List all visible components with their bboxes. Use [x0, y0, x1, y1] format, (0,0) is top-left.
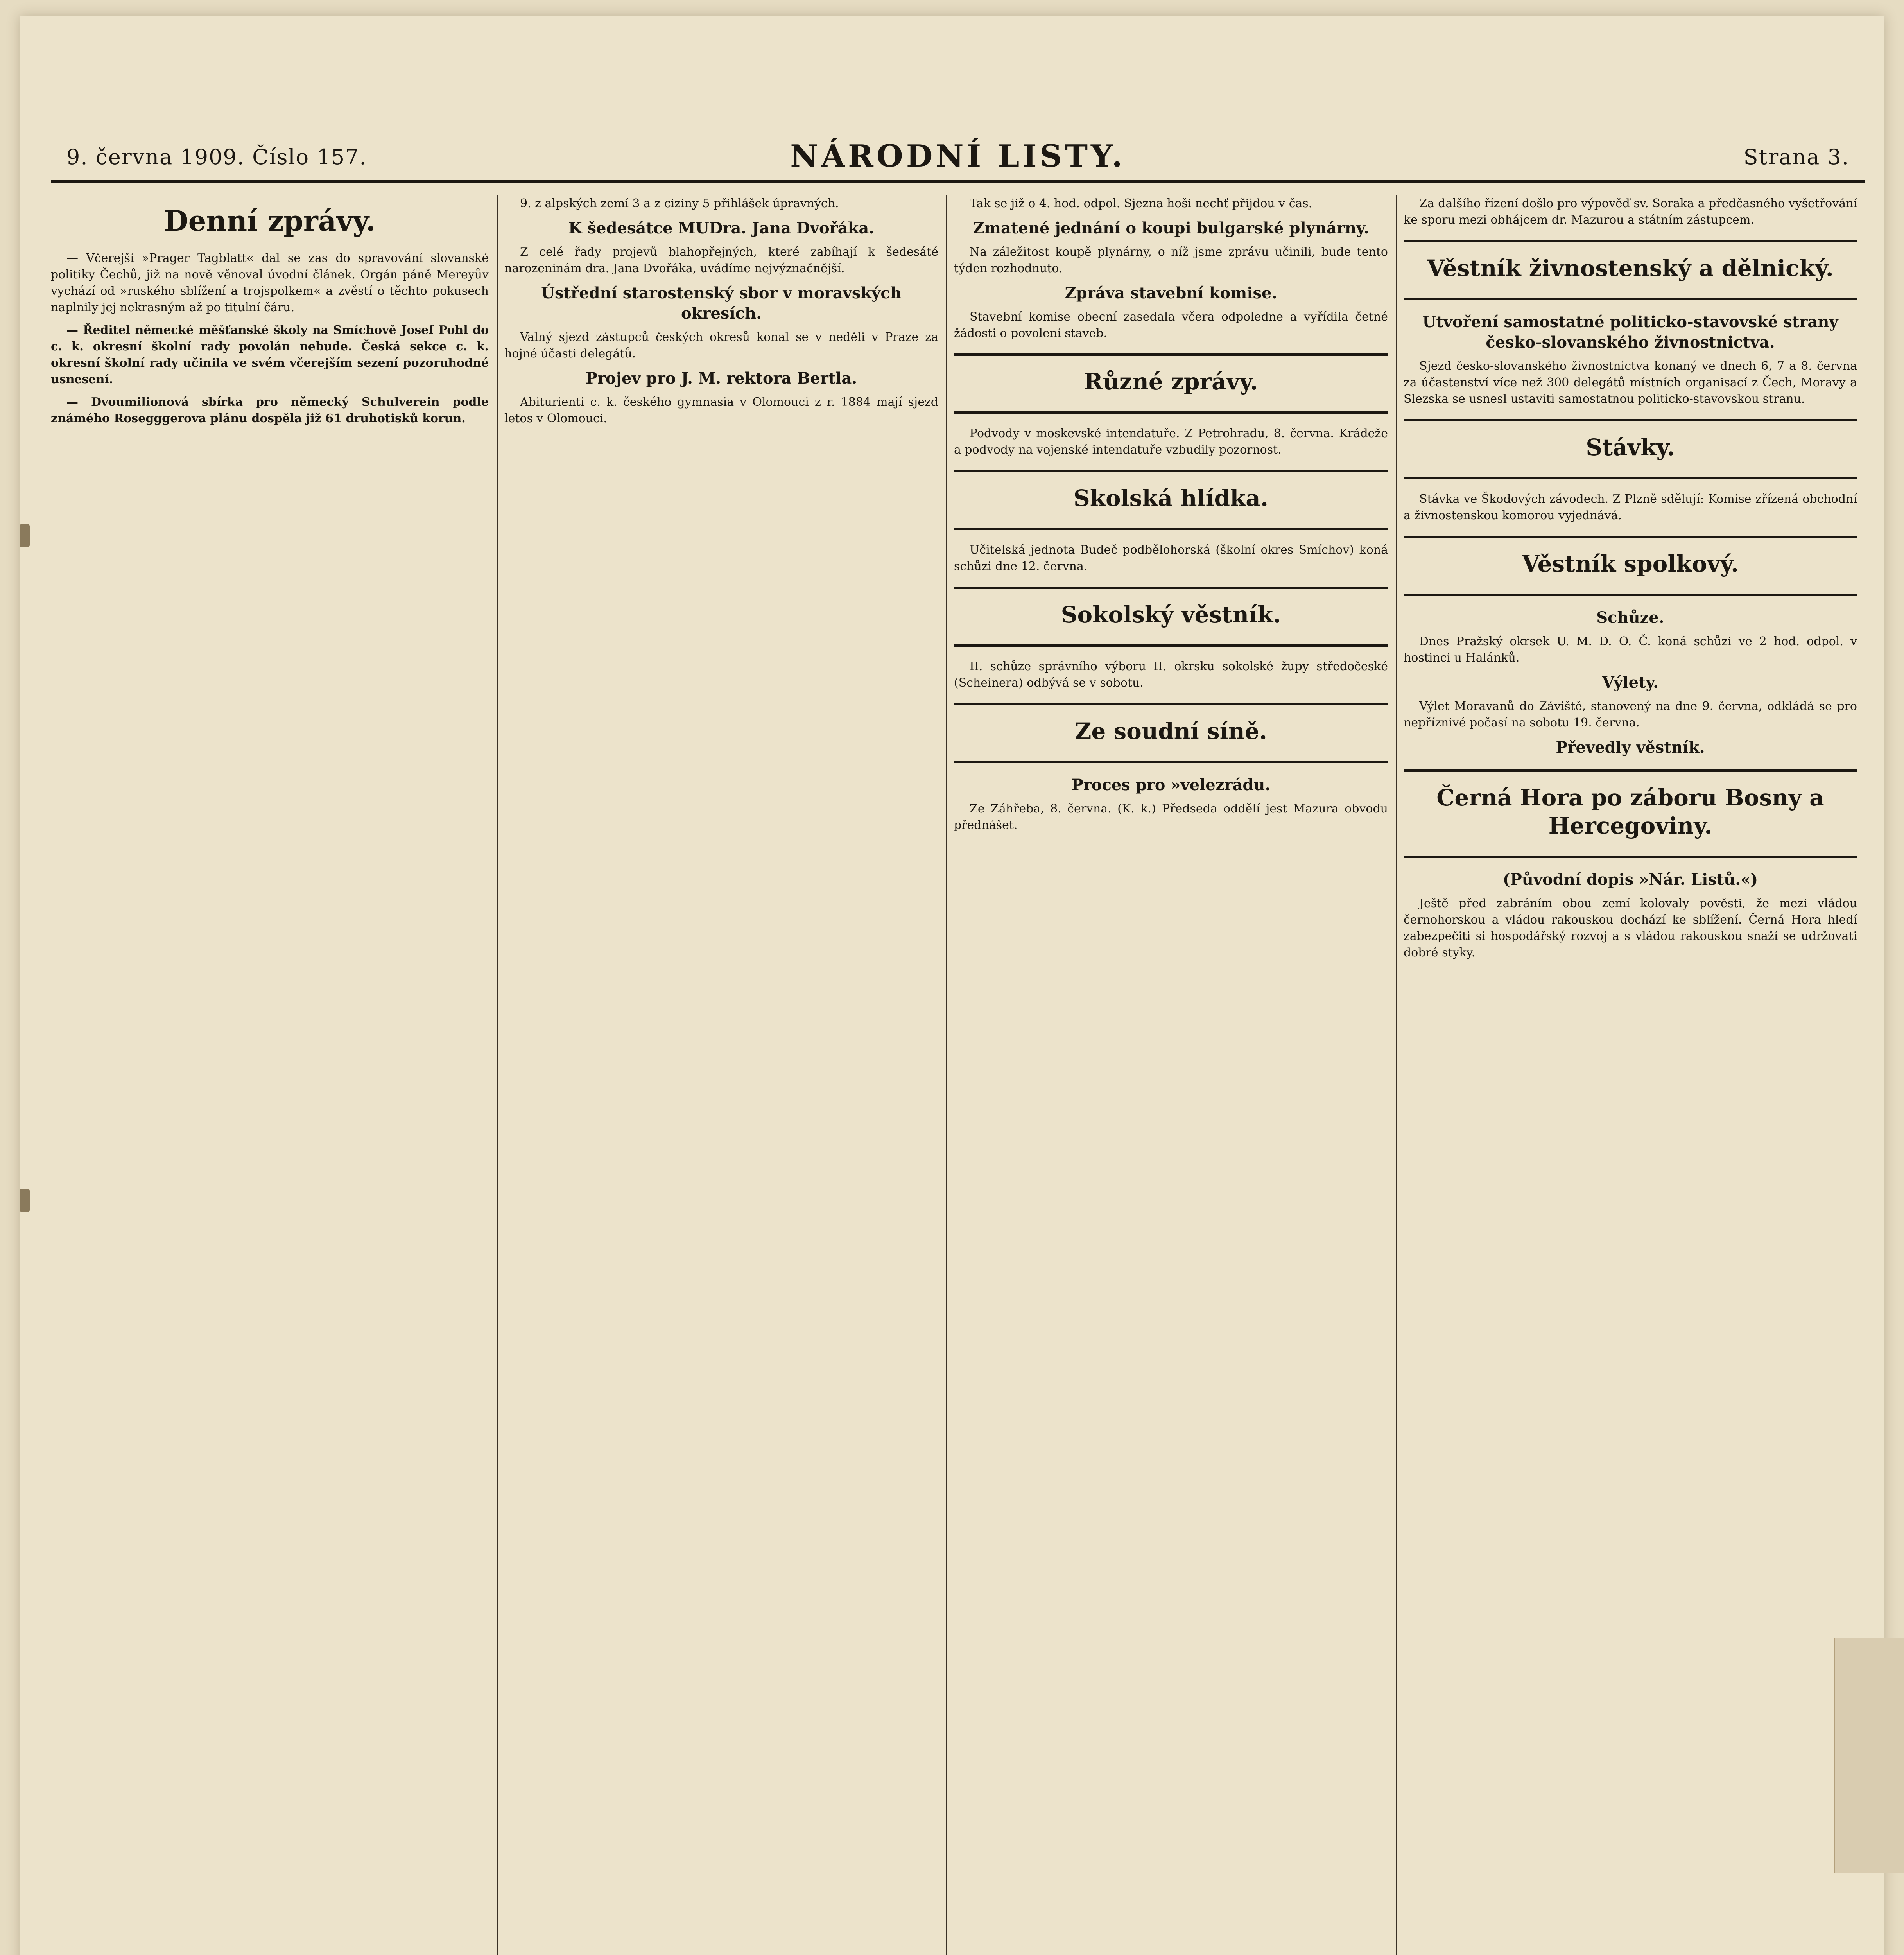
page-number: Strana 3. [1743, 145, 1849, 169]
torn-paper-edge [1834, 1638, 1904, 1873]
article-paragraph: Podvody v moskevské intendatuře. Z Petrohradu, 8. června. Krádeže a podvody na vojenské intendatuře vzbudily pozornost. [954, 427, 1388, 457]
section-heading-montenegro: Černá Hora po záboru Bosny a Hercegoviny. [1436, 784, 1824, 839]
article-heading: Výlety. [1602, 673, 1659, 692]
column-2 [504, 196, 938, 1955]
article-paragraph: Z celé řady projevů blahopřejných, které zabíhají k šedesáté narozeninám dra. Jana Dvořáka, uvádíme nejvýznačnější. [504, 245, 938, 275]
article-paragraph: — Dvoumilionová sbírka pro německý Schulverein podle známého Rosegggerova plánu dospěla již 61 druhotisků korun. [51, 395, 489, 425]
newspaper-page [20, 16, 1884, 1955]
article-paragraph: Na záležitost koupě plynárny, o níž jsme zprávu učinili, bude tento týden rozhodnuto. [954, 245, 1388, 275]
article-paragraph: — Včerejší »Prager Tagblatt« dal se zas do spravování slovanské politiky Čechů, již na nově věnoval úvodní článek. Orgán páně Mereyův vychází od »ruského sblížení a trojspolkem« a zvěstí o těchto pokusech naplnily jej nekrasným až po titulní čáru. [51, 251, 489, 314]
article-heading: Zmatené jednání o koupi bulgarské plynárny. [973, 219, 1369, 237]
article-heading: Schůze. [1596, 608, 1664, 627]
binding-hole [20, 524, 30, 547]
article-paragraph: II. schůze správního výboru II. okrsku sokolské župy středočeské (Scheinera) odbývá se v sobotu. [954, 660, 1388, 690]
binding-hole [20, 1189, 30, 1212]
column-rule [1396, 196, 1397, 1955]
article-paragraph: — Ředitel německé měšťanské školy na Smíchově Josef Pohl do c. k. okresní školní rady povolán nebude. Česká sekce c. k. okresní školní rady učinila ve svém včerejším sezení pozoruhodné usnesení. [51, 323, 489, 386]
section-heading-court: Ze soudní síně. [1075, 718, 1267, 744]
section-heading-clubs: Věstník spolkový. [1522, 551, 1739, 577]
article-paragraph: 9. z alpských zemí 3 a z ciziny 5 přihlášek úpravných. [520, 197, 839, 210]
article-paragraph: Valný sjezd zástupců českých okresů konal se v neděli v Praze za hojné účasti delegátů. [504, 330, 938, 361]
article-heading: Projev pro J. M. rektora Bertla. [585, 369, 857, 387]
section-heading-various-news: Různé zprávy. [1084, 368, 1258, 395]
article-paragraph: Sjezd česko-slovanského živnostnictva konaný ve dnech 6, 7 a 8. června za účastenství více než 300 delegátů místních organisací z Čech, Moravy a Slezska se usnesl ustaviti samostatnou politicko-stavovskou stranu. [1404, 359, 1857, 406]
section-heading-school: Skolská hlídka. [1073, 485, 1269, 511]
section-heading-sokol: Sokolský věstník. [1061, 601, 1281, 628]
newspaper-title: NÁRODNÍ LISTY. [790, 138, 1126, 174]
column-1 [51, 196, 489, 1955]
article-heading: Převedly věstník. [1556, 738, 1705, 757]
article-paragraph: Abiturienti c. k. českého gymnasia v Olomouci z r. 1884 mají sjezd letos v Olomouci. [504, 395, 938, 425]
article-paragraph: Výlet Moravanů do Záviště, stanovený na dne 9. června, odkládá se pro nepříznivé počasí na sobotu 19. června. [1404, 699, 1857, 730]
article-paragraph: Ze Záhřeba, 8. června. (K. k.) Předseda oddělí jest Mazura obvodu přednášet. [954, 802, 1388, 832]
article-paragraph: Za dalšího řízení došlo pro výpověď sv. Soraka a předčasného vyšetřování ke sporu mezi obhájcem dr. Mazurou a státním zástupcem. [1404, 197, 1857, 227]
section-heading-strikes: Stávky. [1586, 434, 1675, 461]
article-paragraph: Učitelská jednota Budeč podbělohorská (školní okres Smíchov) koná schůzi dne 12. června. [954, 543, 1388, 573]
section-heading-daily-news: Denní zprávy. [164, 204, 376, 237]
article-paragraph: Ještě před zabráním obou zemí kolovaly pověsti, že mezi vládou černohorskou a vládou rakouskou dochází ke sblížení. Černá Hora hledí zabezpečiti si hospodářský rozvoj a s vládou rakouskou snaží se udržovati dobré styky. [1404, 897, 1857, 960]
article-heading: K šedesátce MUDra. Jana Dvořáka. [568, 219, 875, 237]
column-3 [954, 196, 1388, 1955]
column-4 [1404, 196, 1857, 1955]
article-paragraph: Stavební komise obecní zasedala včera odpoledne a vyřídila četné žádosti o povolení staveb. [954, 310, 1388, 340]
column-rule [946, 196, 947, 1955]
section-heading-trade: Věstník živnostenský a dělnický. [1427, 255, 1834, 282]
article-byline: (Původní dopis »Nár. Listů.«) [1502, 870, 1758, 889]
article-heading: Proces pro »velezrádu. [1071, 776, 1271, 794]
masthead [51, 133, 1865, 183]
issue-date: 9. června 1909. Číslo 157. [66, 145, 367, 169]
article-paragraph: Stávka ve Škodových závodech. Z Plzně sdělují: Komise zřízená obchodní a živnostenskou komorou vyjednává. [1404, 492, 1857, 522]
article-heading: Ústřední starostenský sbor v moravských okresích. [541, 284, 902, 323]
article-paragraph: Tak se již o 4. hod. odpol. Sjezna hoši nechť přijdou v čas. [970, 197, 1312, 210]
article-heading: Zpráva stavební komise. [1065, 284, 1277, 302]
article-paragraph: Dnes Pražský okrsek U. M. D. O. Č. koná schůzi ve 2 hod. odpol. v hostinci u Halánků. [1404, 635, 1857, 665]
column-rule [497, 196, 498, 1955]
article-heading: Utvoření samostatné politicko-stavovské strany česko-slovanského živnostnictva. [1422, 313, 1838, 352]
